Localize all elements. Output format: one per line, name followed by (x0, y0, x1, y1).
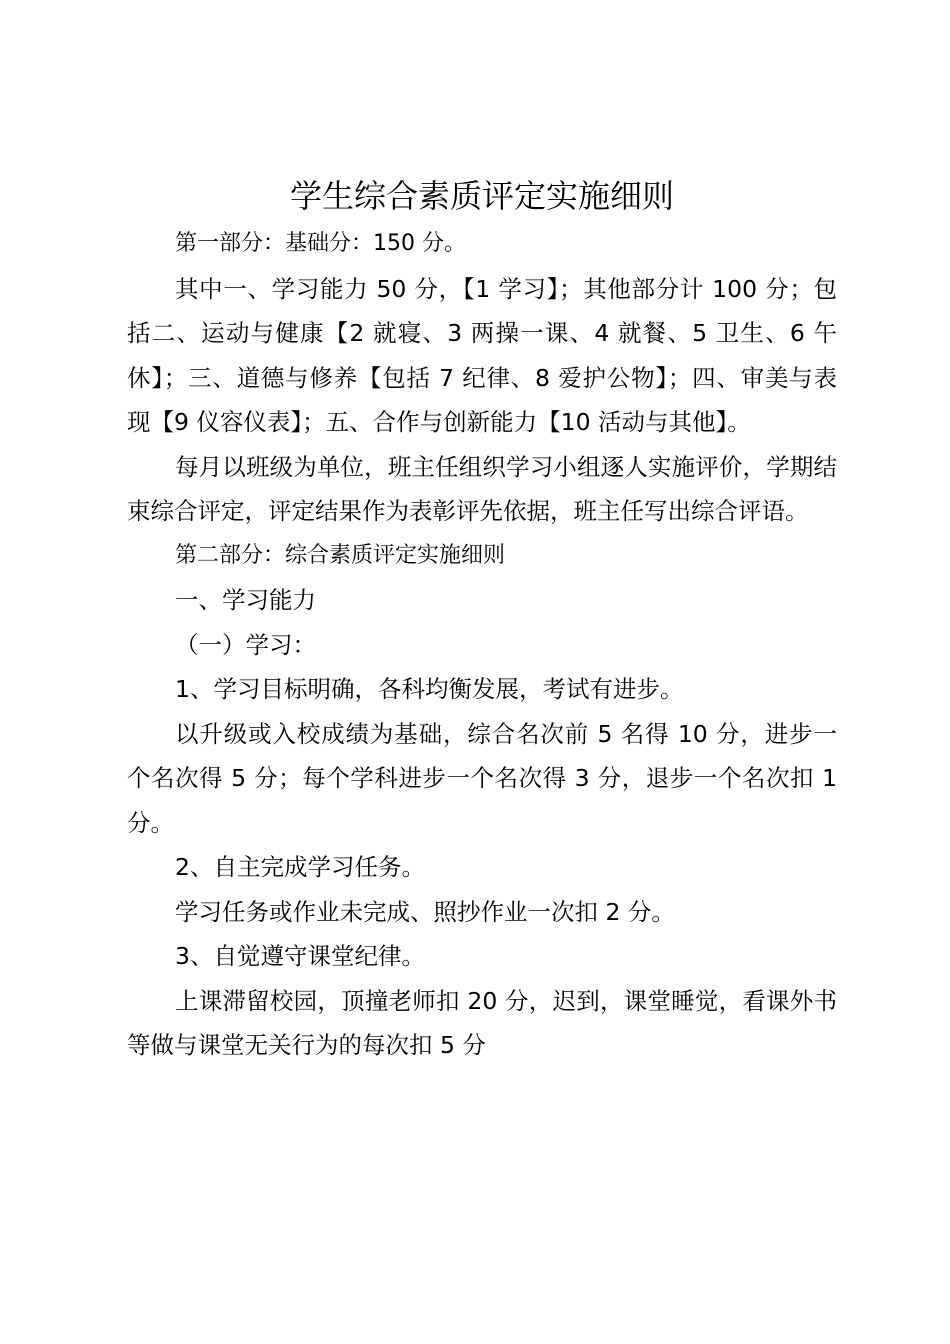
rule-detail-2: 学习任务或作业未完成、照抄作业一次扣 2 分。 (175, 897, 675, 926)
subsection-heading-study: （一）学习： (175, 630, 316, 659)
rule-item-2: 2、自主完成学习任务。 (175, 853, 425, 881)
paragraph-basic-score: 第一部分：基础分：150 分。 (175, 231, 466, 256)
paragraph-monthly-evaluation: 每月以班级为单位，班主任组织学习小组逐人实施评价，学期结束综合评定，评定结果作为表彰评先依据，班主任写出综合评语。 (127, 452, 837, 525)
section-heading-part-two: 第二部分：综合素质评定实施细则 (175, 542, 506, 568)
rule-item-1: 1、学习目标明确，各科均衡发展，考试有进步。 (175, 675, 684, 703)
paragraph-score-breakdown: 其中一、学习能力 50 分，【1 学习】；其他部分计 100 分；包括二、运动与健康【2 就寝、3 两操一课、4 就餐、5 卫生、6 午休】；三、道德与修养【包括 7 纪律、8 爱护公物】；四、审美与表现【9 仪容仪表】；五、合作与创新能力【10 活动与其他】。 (127, 274, 837, 436)
rule-item-3: 3、自觉遵守课堂纪律。 (175, 942, 425, 970)
document-page (127, 170, 837, 1068)
rule-detail-3: 上课滞留校园，顶撞老师扣 20 分，迟到，课堂睡觉，看课外书等做与课堂无关行为的每次扣 5 分 (127, 986, 837, 1059)
rule-detail-1: 以升级或入校成绩为基础，综合名次前 5 名得 10 分，进步一个名次得 5 分；每个学科进步一个名次得 3 分，退步一个名次扣 1 分。 (127, 719, 837, 837)
section-heading-learning-ability: 一、学习能力 (175, 586, 316, 614)
document-title: 学生综合素质评定实施细则 (289, 177, 674, 215)
